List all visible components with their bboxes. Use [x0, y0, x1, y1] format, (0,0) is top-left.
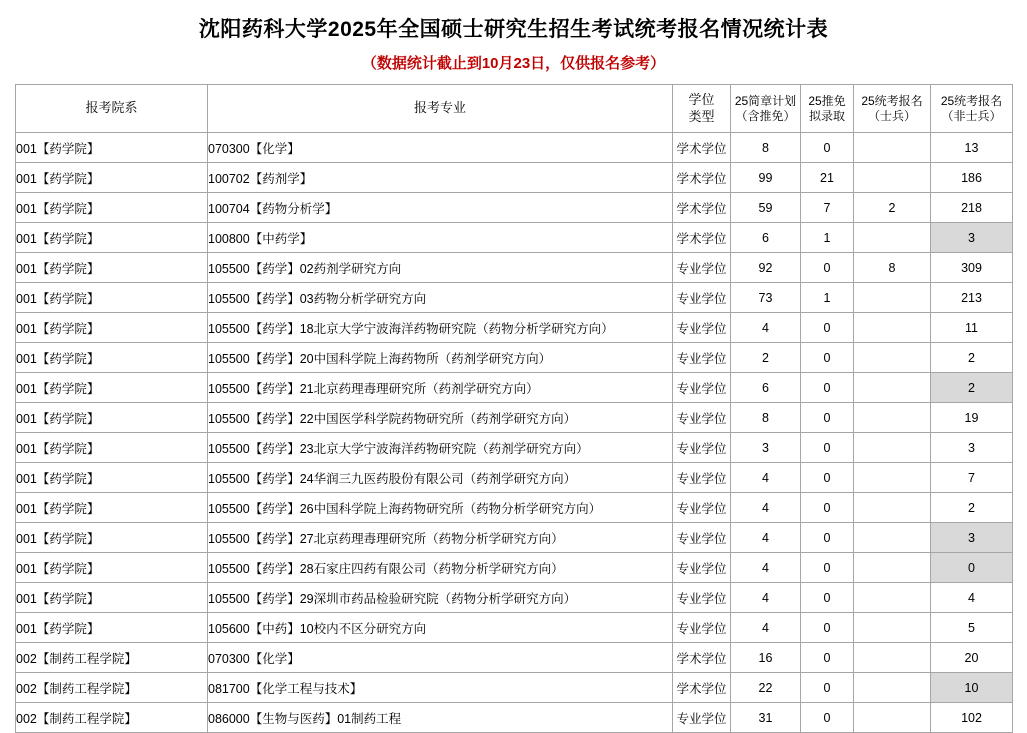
cell-recommended: 0 — [801, 133, 854, 163]
column-header-plan-line1: 25简章计划 — [734, 93, 797, 108]
cell-plan: 4 — [731, 613, 801, 643]
cell-plan: 4 — [731, 553, 801, 583]
cell-department: 002【制药工程学院】 — [16, 703, 208, 733]
cell-soldier — [854, 463, 931, 493]
cell-soldier: 8 — [854, 253, 931, 283]
cell-major: 100702【药剂学】 — [208, 163, 673, 193]
page-container — [0, 13, 1027, 733]
cell-plan: 99 — [731, 163, 801, 193]
cell-recommended: 21 — [801, 163, 854, 193]
cell-degree-type: 专业学位 — [673, 403, 731, 433]
page-subtitle: （数据统计截止到10月23日，仅供报名参考） — [361, 55, 666, 72]
cell-recommended: 0 — [801, 313, 854, 343]
cell-recommended: 0 — [801, 523, 854, 553]
table-row — [16, 253, 1013, 283]
cell-non-soldier: 0 — [931, 553, 1013, 583]
cell-recommended: 0 — [801, 613, 854, 643]
cell-recommended: 1 — [801, 223, 854, 253]
cell-major: 100704【药物分析学】 — [208, 193, 673, 223]
cell-major: 105500【药学】03药物分析学研究方向 — [208, 283, 673, 313]
cell-soldier — [854, 673, 931, 703]
cell-department: 001【药学院】 — [16, 493, 208, 523]
cell-department: 001【药学院】 — [16, 433, 208, 463]
cell-degree-type: 专业学位 — [673, 553, 731, 583]
cell-department: 001【药学院】 — [16, 223, 208, 253]
column-header-degree-type — [673, 85, 731, 133]
column-header-soldier-line2: （士兵） — [867, 108, 916, 123]
cell-degree-type: 专业学位 — [673, 433, 731, 463]
cell-plan: 31 — [731, 703, 801, 733]
cell-plan: 6 — [731, 223, 801, 253]
cell-non-soldier: 2 — [931, 343, 1013, 373]
cell-degree-type: 学术学位 — [673, 163, 731, 193]
cell-soldier: 2 — [854, 193, 931, 223]
cell-soldier — [854, 493, 931, 523]
table-row — [16, 133, 1013, 163]
cell-major: 086000【生物与医药】01制药工程 — [208, 703, 673, 733]
cell-plan: 6 — [731, 373, 801, 403]
cell-major: 105500【药学】20中国科学院上海药物所（药剂学研究方向） — [208, 343, 673, 373]
table-row — [16, 613, 1013, 643]
cell-plan: 73 — [731, 283, 801, 313]
table-row — [16, 523, 1013, 553]
column-header-degree-type-line1: 学位 — [688, 92, 715, 108]
cell-soldier — [854, 433, 931, 463]
cell-department: 001【药学院】 — [16, 583, 208, 613]
cell-degree-type: 专业学位 — [673, 493, 731, 523]
cell-non-soldier: 2 — [931, 373, 1013, 403]
cell-non-soldier: 186 — [931, 163, 1013, 193]
cell-recommended: 0 — [801, 403, 854, 433]
cell-degree-type: 学术学位 — [673, 223, 731, 253]
table-row — [16, 373, 1013, 403]
column-header-plan — [731, 85, 801, 133]
page-title: 沈阳药科大学2025年全国硕士研究生招生考试统考报名情况统计表 — [198, 18, 829, 41]
cell-soldier — [854, 133, 931, 163]
cell-degree-type: 专业学位 — [673, 373, 731, 403]
cell-plan: 2 — [731, 343, 801, 373]
cell-soldier — [854, 313, 931, 343]
cell-major: 105500【药学】23北京大学宁波海洋药物研究院（药剂学研究方向） — [208, 433, 673, 463]
cell-recommended: 0 — [801, 703, 854, 733]
enrollment-statistics-table — [15, 84, 1013, 733]
table-row — [16, 313, 1013, 343]
cell-soldier — [854, 583, 931, 613]
cell-plan: 8 — [731, 403, 801, 433]
cell-non-soldier: 20 — [931, 643, 1013, 673]
column-header-plan-line2: （含推免） — [735, 108, 796, 123]
cell-plan: 4 — [731, 493, 801, 523]
cell-soldier — [854, 163, 931, 193]
table-row — [16, 673, 1013, 703]
column-header-major: 报考专业 — [208, 85, 673, 133]
cell-recommended: 0 — [801, 253, 854, 283]
cell-major: 105500【药学】29深圳市药品检验研究院（药物分析学研究方向） — [208, 583, 673, 613]
cell-degree-type: 学术学位 — [673, 193, 731, 223]
cell-non-soldier: 7 — [931, 463, 1013, 493]
cell-degree-type: 专业学位 — [673, 523, 731, 553]
cell-major: 105500【药学】24华润三九医药股份有限公司（药剂学研究方向） — [208, 463, 673, 493]
cell-plan: 3 — [731, 433, 801, 463]
cell-plan: 92 — [731, 253, 801, 283]
cell-plan: 16 — [731, 643, 801, 673]
cell-soldier — [854, 553, 931, 583]
cell-major: 105500【药学】02药剂学研究方向 — [208, 253, 673, 283]
cell-soldier — [854, 343, 931, 373]
cell-department: 001【药学院】 — [16, 163, 208, 193]
cell-degree-type: 专业学位 — [673, 253, 731, 283]
cell-recommended: 0 — [801, 463, 854, 493]
table-row — [16, 283, 1013, 313]
cell-soldier — [854, 223, 931, 253]
column-header-non-soldier-line2: （非士兵） — [941, 108, 1002, 123]
cell-major: 070300【化学】 — [208, 133, 673, 163]
cell-recommended: 0 — [801, 433, 854, 463]
table-row — [16, 433, 1013, 463]
cell-non-soldier: 19 — [931, 403, 1013, 433]
cell-plan: 4 — [731, 463, 801, 493]
table-row — [16, 343, 1013, 373]
cell-major: 105600【中药】10校内不区分研究方向 — [208, 613, 673, 643]
cell-plan: 59 — [731, 193, 801, 223]
cell-degree-type: 专业学位 — [673, 313, 731, 343]
cell-plan: 4 — [731, 583, 801, 613]
cell-recommended: 0 — [801, 583, 854, 613]
column-header-recommended — [801, 85, 854, 133]
cell-soldier — [854, 643, 931, 673]
cell-recommended: 0 — [801, 493, 854, 523]
cell-major: 105500【药学】28石家庄四药有限公司（药物分析学研究方向） — [208, 553, 673, 583]
cell-non-soldier: 3 — [931, 223, 1013, 253]
cell-non-soldier: 10 — [931, 673, 1013, 703]
column-header-department: 报考院系 — [16, 85, 208, 133]
cell-soldier — [854, 373, 931, 403]
cell-department: 001【药学院】 — [16, 613, 208, 643]
cell-department: 001【药学院】 — [16, 253, 208, 283]
cell-soldier — [854, 613, 931, 643]
cell-degree-type: 专业学位 — [673, 283, 731, 313]
table-row — [16, 193, 1013, 223]
cell-soldier — [854, 283, 931, 313]
cell-recommended: 0 — [801, 373, 854, 403]
cell-non-soldier: 3 — [931, 523, 1013, 553]
column-header-soldier-line1: 25统考报名 — [861, 93, 923, 108]
cell-department: 001【药学院】 — [16, 403, 208, 433]
column-header-soldier — [854, 85, 931, 133]
table-body — [16, 133, 1013, 733]
cell-department: 001【药学院】 — [16, 283, 208, 313]
cell-recommended: 0 — [801, 643, 854, 673]
cell-department: 001【药学院】 — [16, 373, 208, 403]
table-row — [16, 223, 1013, 253]
cell-degree-type: 专业学位 — [673, 463, 731, 493]
table-row — [16, 643, 1013, 673]
table-row — [16, 493, 1013, 523]
cell-department: 002【制药工程学院】 — [16, 673, 208, 703]
cell-department: 001【药学院】 — [16, 193, 208, 223]
cell-non-soldier: 4 — [931, 583, 1013, 613]
cell-plan: 4 — [731, 313, 801, 343]
cell-degree-type: 专业学位 — [673, 703, 731, 733]
cell-recommended: 0 — [801, 673, 854, 703]
table-row — [16, 403, 1013, 433]
cell-department: 002【制药工程学院】 — [16, 643, 208, 673]
cell-department: 001【药学院】 — [16, 553, 208, 583]
cell-soldier — [854, 523, 931, 553]
table-container — [0, 84, 1027, 733]
table-header-row — [16, 85, 1013, 133]
cell-department: 001【药学院】 — [16, 313, 208, 343]
cell-plan: 8 — [731, 133, 801, 163]
cell-plan: 22 — [731, 673, 801, 703]
cell-degree-type: 学术学位 — [673, 673, 731, 703]
cell-degree-type: 学术学位 — [673, 133, 731, 163]
cell-non-soldier: 3 — [931, 433, 1013, 463]
cell-degree-type: 专业学位 — [673, 583, 731, 613]
cell-major: 105500【药学】18北京大学宁波海洋药物研究院（药物分析学研究方向） — [208, 313, 673, 343]
column-header-non-soldier — [931, 85, 1013, 133]
cell-major: 105500【药学】27北京药理毒理研究所（药物分析学研究方向） — [208, 523, 673, 553]
cell-department: 001【药学院】 — [16, 133, 208, 163]
cell-soldier — [854, 703, 931, 733]
cell-major: 070300【化学】 — [208, 643, 673, 673]
cell-major: 105500【药学】26中国科学院上海药物研究所（药物分析学研究方向） — [208, 493, 673, 523]
cell-degree-type: 专业学位 — [673, 343, 731, 373]
table-row — [16, 583, 1013, 613]
cell-degree-type: 学术学位 — [673, 643, 731, 673]
column-header-recommended-line1: 25推免 — [808, 93, 846, 108]
cell-department: 001【药学院】 — [16, 343, 208, 373]
cell-major: 081700【化学工程与技术】 — [208, 673, 673, 703]
cell-department: 001【药学院】 — [16, 523, 208, 553]
cell-non-soldier: 309 — [931, 253, 1013, 283]
table-row — [16, 163, 1013, 193]
cell-major: 105500【药学】22中国医学科学院药物研究所（药剂学研究方向） — [208, 403, 673, 433]
cell-recommended: 0 — [801, 553, 854, 583]
table-row — [16, 703, 1013, 733]
cell-degree-type: 专业学位 — [673, 613, 731, 643]
table-header — [16, 85, 1013, 133]
cell-plan: 4 — [731, 523, 801, 553]
cell-non-soldier: 5 — [931, 613, 1013, 643]
cell-soldier — [854, 403, 931, 433]
cell-non-soldier: 11 — [931, 313, 1013, 343]
cell-recommended: 7 — [801, 193, 854, 223]
cell-non-soldier: 218 — [931, 193, 1013, 223]
cell-recommended: 1 — [801, 283, 854, 313]
cell-major: 100800【中药学】 — [208, 223, 673, 253]
cell-non-soldier: 13 — [931, 133, 1013, 163]
cell-department: 001【药学院】 — [16, 463, 208, 493]
cell-major: 105500【药学】21北京药理毒理研究所（药剂学研究方向） — [208, 373, 673, 403]
table-row — [16, 553, 1013, 583]
column-header-recommended-line2: 拟录取 — [808, 108, 845, 123]
cell-non-soldier: 213 — [931, 283, 1013, 313]
column-header-degree-type-line2: 类型 — [688, 108, 715, 124]
cell-non-soldier: 2 — [931, 493, 1013, 523]
column-header-non-soldier-line1: 25统考报名 — [940, 93, 1003, 108]
table-row — [16, 463, 1013, 493]
cell-recommended: 0 — [801, 343, 854, 373]
cell-non-soldier: 102 — [931, 703, 1013, 733]
